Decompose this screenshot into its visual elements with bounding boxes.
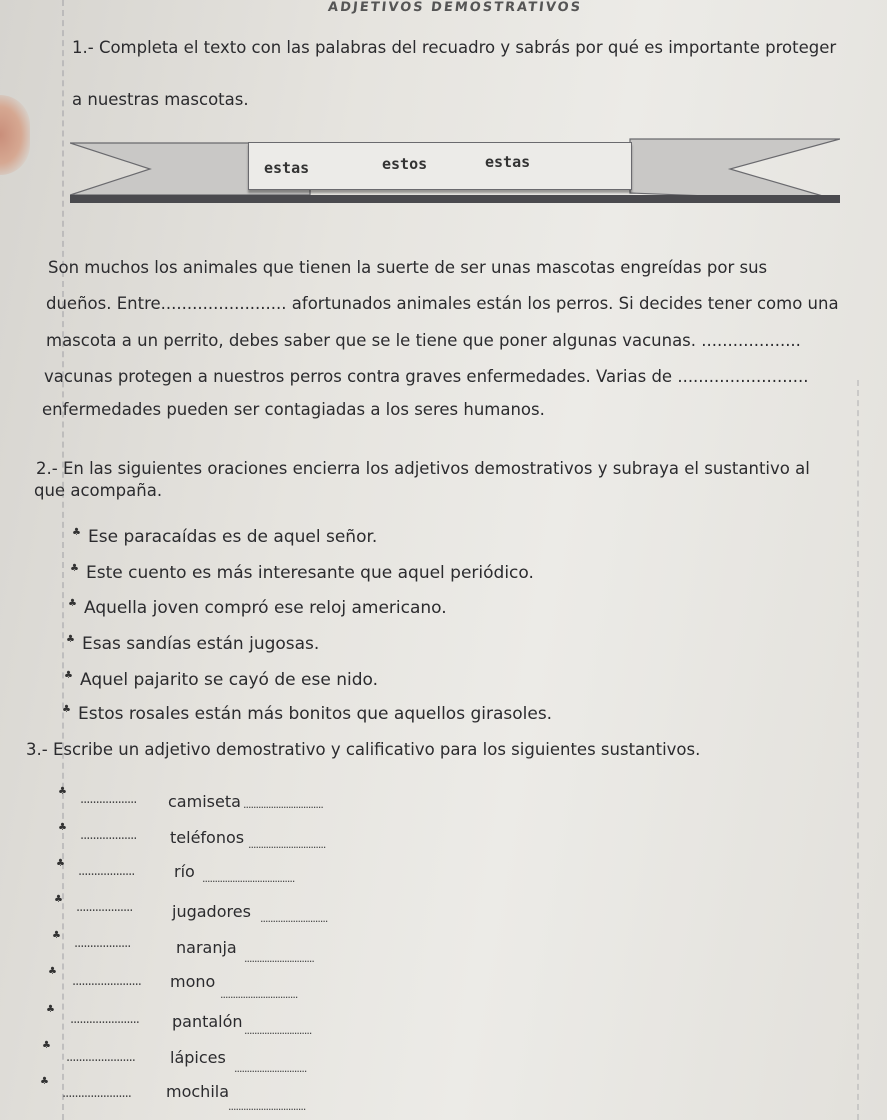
blank-after[interactable]: ..................................... [202,872,295,885]
blank-after[interactable]: ........................... [244,1024,312,1037]
blank-before[interactable]: ...................... [72,974,141,989]
sentence: Esas sandías están jugosas. [82,634,320,654]
blank-before[interactable]: ...................... [70,1012,139,1027]
exercise1-instruction-line1: 1.- Completa el texto con las palabras del recuadro y sabrás por qué es importante proteger [72,38,837,57]
blank-before[interactable]: .................. [74,936,131,951]
noun: pantalón [172,1012,243,1031]
exercise1-instruction-line2: a nuestras mascotas. [72,90,249,109]
page-title: ADJETIVOS DEMOSTRATIVOS [327,0,583,15]
club-bullet-icon: ♣ [52,930,61,941]
club-bullet-icon: ♣ [46,1004,55,1015]
club-bullet-icon: ♣ [58,786,67,797]
word-bank-box [248,142,632,190]
blank-before[interactable]: .................. [78,864,135,879]
exercise2-instruction-line1: 2.- En las siguientes oraciones encierra los adjetivos demostrativos y subraya el sustantivo al [36,459,810,478]
word-bank-item: estas [264,159,310,177]
sentence: Este cuento es más interesante que aquel periódico. [86,563,534,583]
club-bullet-icon: ♣ [56,858,65,869]
noun: camiseta [168,792,241,811]
noun: teléfonos [170,828,245,847]
club-bullet-icon: ♣ [72,527,81,538]
blank-before[interactable]: .................. [80,828,137,843]
thumb [0,95,30,175]
word-bank-item: estas [485,153,531,171]
blank-after[interactable]: ............................... [228,1100,306,1113]
paragraph-line: vacunas protegen a nuestros perros contra graves enfermedades. Varias de ......................... [44,367,809,386]
exercise2-instruction-line2: que acompaña. [34,481,163,500]
noun: naranja [176,938,237,957]
notebook-margin-line [62,0,64,1120]
club-bullet-icon: ♣ [68,598,77,609]
club-bullet-icon: ♣ [48,966,57,977]
exercise3-instruction: 3.- Escribe un adjetivo demostrativo y calificativo para los siguientes sustantivos. [26,740,701,759]
club-bullet-icon: ♣ [64,670,73,681]
club-bullet-icon: ♣ [58,822,67,833]
blank-before[interactable]: ...................... [62,1086,131,1101]
blank-before[interactable]: .................. [80,792,137,807]
blank-after[interactable]: ............................... [248,838,326,851]
noun: lápices [170,1048,226,1067]
blank-before[interactable]: ...................... [66,1050,135,1065]
club-bullet-icon: ♣ [66,634,75,645]
blank-after[interactable]: ............................... [220,988,298,1001]
word-bank-item: estos [382,155,428,173]
paragraph-line: dueños. Entre........................ afortunados animales están los perros. Si decides tener como una [46,294,839,313]
sentence: Ese paracaídas es de aquel señor. [88,527,378,547]
sentence: Aquella joven compró ese reloj americano. [84,598,447,618]
club-bullet-icon: ♣ [40,1076,49,1087]
noun: río [174,862,195,881]
noun: jugadores [172,902,251,921]
club-bullet-icon: ♣ [54,894,63,905]
club-bullet-icon: ♣ [42,1040,51,1051]
blank-after[interactable]: ............................. [234,1062,307,1075]
blank-before[interactable]: .................. [76,900,133,915]
paragraph-line: Son muchos los animales que tienen la suerte de ser unas mascotas engreídas por sus [48,258,768,277]
blank-after[interactable]: ................................ [243,798,323,811]
paragraph-line: mascota a un perrito, debes saber que se le tiene que poner algunas vacunas. ................... [46,331,801,350]
sentence: Aquel pajarito se cayó de ese nido. [80,670,378,690]
club-bullet-icon: ♣ [62,704,71,715]
notebook-right-line [857,380,859,1120]
noun: mono [170,972,216,991]
sentence: Estos rosales están más bonitos que aquellos girasoles. [78,704,553,724]
blank-after[interactable]: ............................ [244,952,314,965]
blank-after[interactable]: ........................... [260,912,328,925]
club-bullet-icon: ♣ [70,563,79,574]
paragraph-line: enfermedades pueden ser contagiadas a los seres humanos. [42,400,545,419]
noun: mochila [166,1082,230,1101]
